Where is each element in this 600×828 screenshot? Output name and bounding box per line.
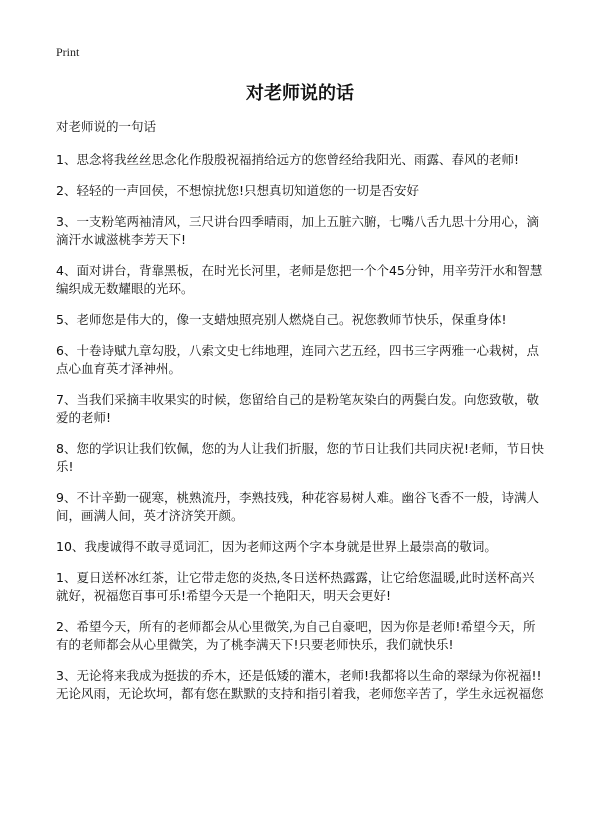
list-item: 3、一支粉笔两袖清风，三尺讲台四季晴雨，加上五脏六腑，七嘴八舌九思十分用心，滴滴汗水诚滋桃李芳天下!: [56, 214, 539, 247]
message-list: [56, 151, 544, 703]
list-item: 8、您的学识让我们钦佩，您的为人让我们折服，您的节日让我们共同庆祝!老师，节日快乐!: [56, 441, 544, 474]
list-item: 10、我虔诚得不敢寻觅词汇，因为老师这两个字本身就是世界上最崇高的敬词。: [56, 539, 497, 554]
list-item: 1、思念将我丝丝思念化作殷殷祝福捎给远方的您曾经给我阳光、雨露、春风的老师!: [56, 152, 519, 167]
list-item: 6、十卷诗赋九章勾股，八索文史七纬地理，连同六艺五经，四书三字两雅一心栽树，点点心血育英才泽神州。: [56, 343, 539, 376]
list-item: 7、当我们采摘丰收果实的时候，您留给自己的是粉笔灰染白的两鬓白发。向您致敬，敬爱的老师!: [56, 392, 539, 425]
print-label[interactable]: Print: [56, 45, 80, 59]
list-item: 4、面对讲台，背靠黑板，在时光长河里，老师是您把一个个45分钟，用辛劳汗水和智慧编织成无数耀眼的光环。: [56, 263, 543, 296]
list-item: 3、无论将来我成为挺拔的乔木，还是低矮的灌木，老师!我都将以生命的翠绿为你祝福!!无论风雨，无论坎坷，都有您在默默的支持和指引着我，老师您辛苦了，学生永远祝福您: [56, 668, 544, 701]
list-item: 1、夏日送杯冰红茶，让它带走您的炎热,冬日送杯热露露，让它给您温暖,此时送杯高兴就好，祝福您百事可乐!希望今天是一个艳阳天，明天会更好!: [56, 570, 535, 603]
list-item: 5、老师您是伟大的，像一支蜡烛照亮别人燃烧自己。祝您教师节快乐，保重身体!: [56, 312, 507, 327]
section-subtitle: 对老师说的一句话: [56, 119, 157, 134]
list-item: 9、不计辛勤一砚寒，桃熟流丹，李熟技残，种花容易树人难。幽谷飞香不一般，诗满人间，画满人间，英才济济笑开颜。: [56, 490, 539, 523]
page-title: 对老师说的话: [246, 83, 354, 104]
list-item: 2、轻轻的一声回侯，不想惊扰您!只想真切知道您的一切是否安好: [56, 183, 419, 198]
list-item: 2、希望今天，所有的老师都会从心里微笑,为自己自豪吧，因为你是老师!希望今天，所有的老师都会从心里微笑，为了桃李满天下!只要老师快乐，我们就快乐!: [56, 619, 536, 652]
